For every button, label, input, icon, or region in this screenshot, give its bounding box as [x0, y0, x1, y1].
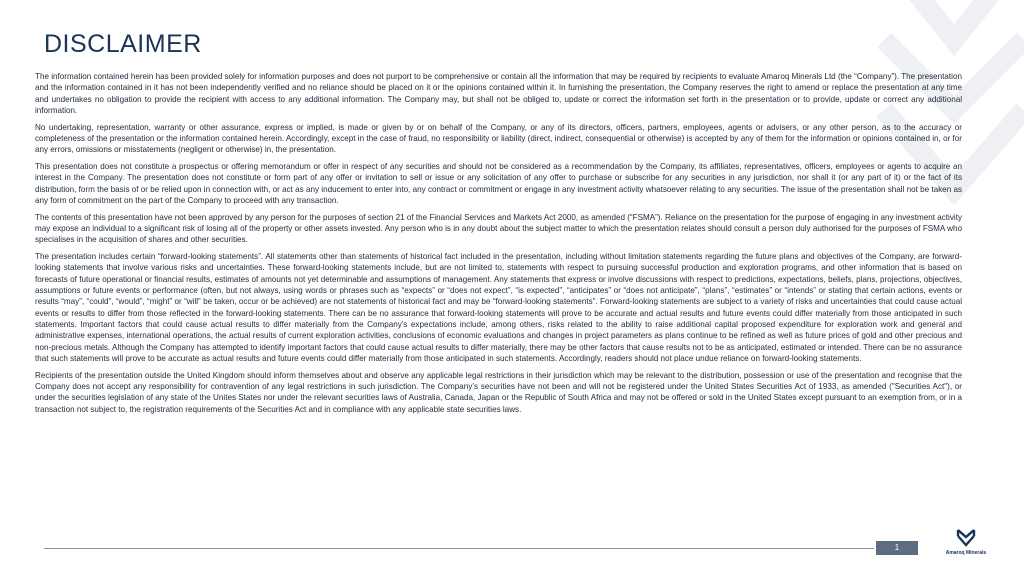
page-number: 1 [876, 541, 918, 555]
company-logo [944, 527, 988, 567]
footer-divider [44, 548, 874, 549]
disclaimer-paragraph: No undertaking, representation, warranty or other assurance, express or implied, is made or given by or on behalf of the Company, or any of its directors, officers, partners, employees, agents or advisers, or any other person, as to the accuracy or completeness of the presentation or the information contained herein. Accordingly, except in the case of fraud, no responsibility or liability (direct, indirect, consequential or otherwise) is accepted by any of them for the information or opinions contained in, or for any errors, omissions or misstatements (negligent or otherwise) in, the presentation. [35, 122, 962, 155]
logo-text: Amaroq Minerals [945, 550, 987, 556]
disclaimer-paragraph: The information contained herein has been provided solely for information purposes and does not purport to be comprehensive or contain all the information that may be required by recipients to evaluate Amaroq Minerals Ltd (the “Company”). The presentation and the information contained in it has not been independently verified and no reliance should be placed on it or the opinions contained within it. In furnishing the presentation, the Company reserves the right to amend or replace the presentation at any time and undertakes no obligation to provide the recipient with access to any additional information. The Company may, but shall not be obliged to, update or correct the information set forth in the presentation or to provide, update or correct any additional information. [35, 72, 962, 115]
amaroq-wolf-logo-icon [955, 527, 977, 549]
disclaimer-paragraph: The contents of this presentation have not been approved by any person for the purposes of section 21 of the Financial Services and Markets Act 2000, as amended (“FSMA”). Reliance on the presentation for the purpose of engaging in any investment activity may expose an individual to a significant risk of losing all of the property or other assets invested. Any person who is in any doubt about the subject matter to which the presentation relates should consult a person duly authorised for the purposes of FSMA who specialises in the acquisition of shares and other securities. [35, 212, 962, 245]
disclaimer-paragraph: Recipients of the presentation outside the United Kingdom should inform themselves about and observe any applicable legal restrictions in their jurisdiction which may be relevant to the distribution, possession or use of the presentation and recognise that the Company does not accept any responsibility for contravention of any legal restrictions in such jurisdiction. The Company’s securities have not been and will not be registered under the United States Securities Act of 1933, as amended ("Securities Act"), or under the securities legislation of any state of the Unites States nor under the relevant securities laws of Australia, Canada, Japan or the Republic of South Africa and may not be offered or sold in the United States except pursuant to an exemption from, or in a transaction not subject to, the registration requirements of the Securities Act and in compliance with any applicable state securities laws. [35, 370, 962, 414]
disclaimer-body [35, 71, 962, 420]
disclaimer-paragraph: The presentation includes certain “forward-looking statements”. All statements other than statements of historical fact included in the presentation, including without limitation statements regarding the future plans and objectives of the Company, are forward-looking statements that involve various risks and uncertainties. These forward-looking statements include, but are not limited to, statements with respect to pursuing successful production and exploration programs, and other information that is based on forecasts of future operational or financial results, estimates of amounts not yet determinable and assumptions of management. Any statements that express or involve discussions with respect to predictions, expectations, beliefs, plans, projections, objectives, assumptions or future events or performance (often, but not always, using words or phrases such as “expects” or “does not expect”, “is expected”, “anticipates” or “does not anticipate”, “plans”, “estimates” or “intends” or stating that certain actions, events or results “may”, “could”, “would”, “might” or “will” be taken, occur or be achieved) are not statements of historical fact and may be “forward-looking statements”. Forward-looking statements are subject to a variety of risks and uncertainties that could cause actual events or results to differ from those reflected in the forward-looking statements. There can be no assurance that forward-looking statements will prove to be accurate and actual results and future events could differ materially from those anticipated in such statements. Important factors that could cause actual results to differ materially from the Company’s expectations include, among others, risks related to the ability to raise additional capital proposed expenditure for exploration work and general and administrative expenses, international operations, the actual results of current exploration activities, conclusions of economic evaluations and changes in project parameters as plans continue to be refined as well as future prices of gold and other precious and non-precious metals. Although the Company has attempted to identify important factors that could cause actual results to differ materially, there may be other factors that cause results not to be as anticipated, estimated or intended. There can be no assurance that such statements will prove to be accurate as actual results and future events could differ materially from those anticipated in such statements. Accordingly, readers should not place undue reliance on forward-looking statements. [35, 252, 962, 363]
page-title: DISCLAIMER [44, 30, 202, 58]
disclaimer-paragraph: This presentation does not constitute a prospectus or offering memorandum or offer in respect of any securities and should not be considered as a recommendation by the Company, its affiliates, representatives, officers, employees or agents to acquire an interest in the Company. The presentation does not constitute or form part of any offer or invitation to sell or issue or any solicitation of any offer to purchase or subscribe for any securities in any jurisdiction, nor shall it (or any part of it) or the fact of its distribution, form the basis of or be relied upon in connection with, or act as any inducement to enter into, any contract or commitment or engage in any investment activity whatsoever relating to any securities. The issue of the presentation shall not be taken as any form of commitment on the part of the Company to proceed with any transaction. [35, 162, 962, 205]
